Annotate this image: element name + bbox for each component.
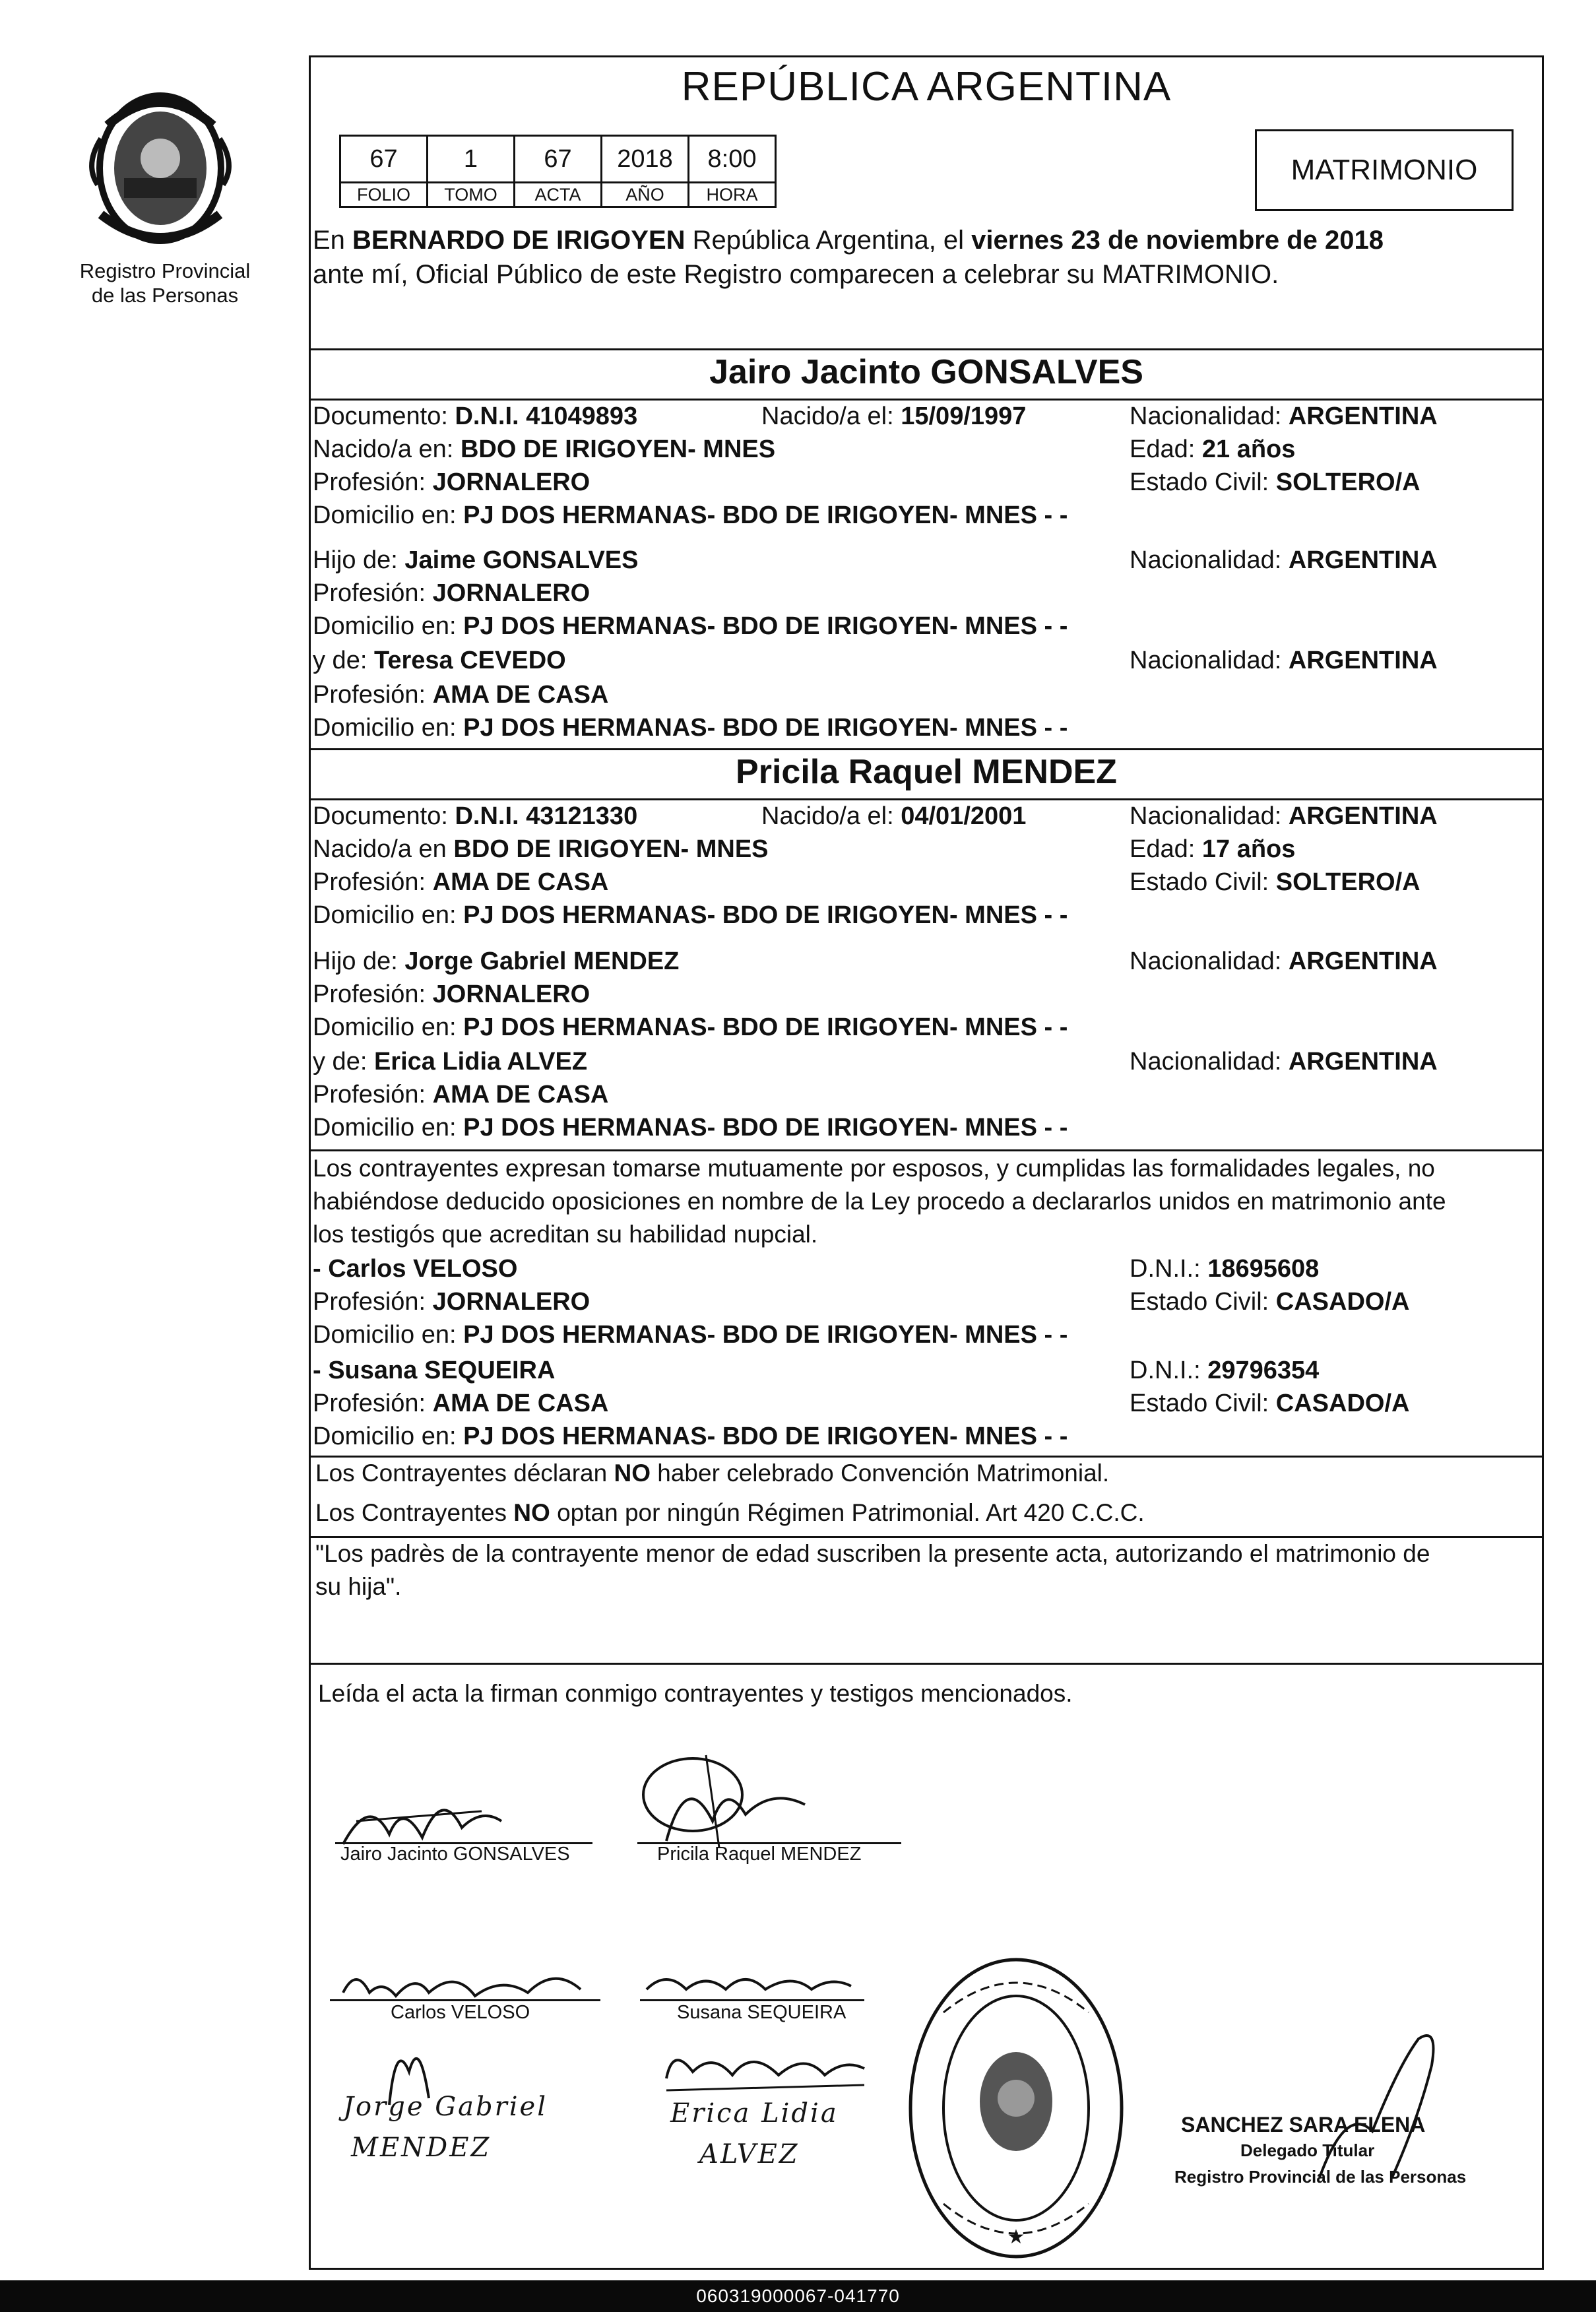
convention-line-2 <box>315 1496 1145 1529</box>
intro-place: BERNARDO DE IRIGOYEN <box>352 226 686 255</box>
year-label: AÑO <box>602 183 689 207</box>
label: Estado Civil: <box>1130 468 1269 496</box>
label: Hijo de: <box>313 947 398 975</box>
value: JORNALERO <box>432 1288 591 1316</box>
label: Nacionalidad: <box>1130 402 1282 430</box>
label: Profesión: <box>313 579 426 607</box>
intro-line2: ante mí, Oficial Público de este Registro comparecen a celebrar su MATRIMONIO. <box>313 260 1279 289</box>
hour-label: HORA <box>689 183 776 207</box>
witness2-address <box>313 1420 1068 1453</box>
closing-text: Leída el acta la firman conmigo contrayentes y testigos mencionados. <box>318 1680 1073 1707</box>
groom-birthplace <box>313 433 775 466</box>
label: Profesión: <box>313 1390 426 1417</box>
intro-text: República Argentina, el <box>685 226 972 255</box>
registry-table <box>339 135 777 208</box>
bride-age <box>1130 833 1295 866</box>
value: SOLTERO/A <box>1275 468 1420 496</box>
label: Nacionalidad: <box>1130 947 1282 975</box>
value: AMA DE CASA <box>432 1081 609 1108</box>
value: CASADO/A <box>1275 1288 1410 1316</box>
declaration-line: Los contrayentes expresan tomarse mutuamente por esposos, y cumplidas las formalidades legales, no <box>313 1155 1435 1182</box>
witness2-civil-status <box>1130 1387 1409 1420</box>
acta-value: 67 <box>515 136 602 183</box>
groom-mother-address <box>313 711 1068 744</box>
father-handwritten-name-1: Jorge Gabriel <box>343 2092 548 2122</box>
label: Nacionalidad: <box>1130 546 1282 574</box>
label: Nacionalidad: <box>1130 802 1282 830</box>
label: Profesión: <box>313 1288 426 1316</box>
bride-father-profession <box>313 978 590 1011</box>
groom-signature-label: Jairo Jacinto GONSALVES <box>340 1844 570 1865</box>
emphasis: NO <box>513 1499 550 1526</box>
value: PJ DOS HERMANAS- BDO DE IRIGOYEN- MNES - - <box>463 901 1068 929</box>
misiones-seal-icon <box>71 86 249 257</box>
label: Domicilio en: <box>313 1423 457 1450</box>
label: Nacido/a en: <box>313 435 454 463</box>
folio-value: 67 <box>340 136 428 183</box>
value: ARGENTINA <box>1288 402 1438 430</box>
label: Domicilio en: <box>313 1321 457 1349</box>
bride-signature-label: Pricila Raquel MENDEZ <box>657 1844 862 1865</box>
registry-label-line2: de las Personas <box>91 284 239 307</box>
value: PJ DOS HERMANAS- BDO DE IRIGOYEN- MNES - - <box>463 714 1068 742</box>
groom-civil-status <box>1130 466 1420 499</box>
declaration-line: los testigós que acreditan su habilidad nupcial. <box>313 1221 818 1248</box>
label: Nacido/a el: <box>761 802 894 830</box>
bride-father-address <box>313 1011 1068 1044</box>
label: Hijo de: <box>313 546 398 574</box>
label: y de: <box>313 647 367 674</box>
witness1-profession <box>313 1285 590 1318</box>
divider <box>309 348 1544 350</box>
groom-address <box>313 499 1068 532</box>
label: Nacido/a el: <box>761 402 894 430</box>
divider <box>309 1663 1544 1665</box>
mother-handwritten-name-1: Erica Lidia <box>670 2098 839 2129</box>
year-value: 2018 <box>602 136 689 183</box>
witness1-dni <box>1130 1252 1319 1285</box>
text: optan por ningún Régimen Patrimonial. Art 420 C.C.C. <box>550 1499 1145 1526</box>
witness2-signature-label: Susana SEQUEIRA <box>677 2002 846 2023</box>
text: Los Contrayentes <box>315 1499 514 1526</box>
document-code-bar: 060319000067-041770 <box>0 2280 1596 2312</box>
divider <box>309 748 1544 750</box>
witness1-address <box>313 1318 1068 1351</box>
bride-name-heading: Pricila Raquel MENDEZ <box>736 753 1117 791</box>
bride-birthdate <box>761 800 1026 833</box>
tomo-label: TOMO <box>428 183 515 207</box>
groom-nationality <box>1130 400 1438 433</box>
label: Profesión: <box>313 468 426 496</box>
label: Estado Civil: <box>1130 1288 1269 1316</box>
value: PJ DOS HERMANAS- BDO DE IRIGOYEN- MNES - - <box>463 1321 1068 1349</box>
bride-mother <box>313 1045 587 1078</box>
groom-birthdate <box>761 400 1026 433</box>
bride-document <box>313 800 637 833</box>
label: Edad: <box>1130 835 1196 863</box>
bride-profession <box>313 866 608 899</box>
value: AMA DE CASA <box>432 868 609 896</box>
bride-address <box>313 899 1068 932</box>
bride-civil-status <box>1130 866 1420 899</box>
witness1-name: - Carlos VELOSO <box>313 1255 518 1283</box>
hour-value: 8:00 <box>689 136 776 183</box>
value: 29796354 <box>1207 1357 1320 1384</box>
value: ARGENTINA <box>1288 1048 1438 1076</box>
bride-mother-address <box>313 1111 1068 1144</box>
svg-text:★: ★ <box>1007 2226 1025 2248</box>
value: AMA DE CASA <box>432 681 609 709</box>
value: JORNALERO <box>432 980 591 1008</box>
groom-document <box>313 400 637 433</box>
value: Teresa CEVEDO <box>373 647 566 674</box>
official-org-stamp: Registro Provincial de las Personas <box>1174 2167 1467 2187</box>
value: Jorge Gabriel MENDEZ <box>404 947 680 975</box>
groom-profession <box>313 466 590 499</box>
bride-father <box>313 945 679 978</box>
registry-label-line1: Registro Provincial <box>79 259 251 282</box>
groom-father-nationality <box>1130 544 1438 577</box>
label: Estado Civil: <box>1130 868 1269 896</box>
intro-paragraph <box>313 223 1544 292</box>
value: Jaime GONSALVES <box>404 546 639 574</box>
label: Estado Civil: <box>1130 1390 1269 1417</box>
divider <box>309 1149 1544 1151</box>
label: Domicilio en: <box>313 714 457 742</box>
value: 18695608 <box>1207 1255 1320 1283</box>
value: PJ DOS HERMANAS- BDO DE IRIGOYEN- MNES - - <box>463 501 1068 529</box>
groom-age <box>1130 433 1295 466</box>
folio-label: FOLIO <box>340 183 428 207</box>
value: D.N.I. 43121330 <box>455 802 638 830</box>
value: ARGENTINA <box>1288 546 1438 574</box>
bride-mother-nationality <box>1130 1045 1438 1078</box>
groom-father-profession <box>313 577 590 610</box>
declaration-paragraph <box>313 1152 1541 1251</box>
label: Nacionalidad: <box>1130 647 1282 674</box>
value: 21 años <box>1201 435 1296 463</box>
intro-text: En <box>313 226 353 255</box>
label: Domicilio en: <box>313 1114 457 1141</box>
act-type: MATRIMONIO <box>1291 154 1478 186</box>
label: Profesión: <box>313 1081 426 1108</box>
label: Nacionalidad: <box>1130 1048 1282 1076</box>
value: ARGENTINA <box>1288 647 1438 674</box>
value: ARGENTINA <box>1288 947 1438 975</box>
registry-label <box>66 259 264 307</box>
convention-line-1 <box>315 1457 1109 1490</box>
label: Domicilio en: <box>313 901 457 929</box>
witness2-dni <box>1130 1354 1319 1387</box>
text: haber celebrado Convención Matrimonial. <box>651 1460 1110 1487</box>
label: y de: <box>313 1048 367 1076</box>
province-seal <box>71 86 249 257</box>
note-line: su hija". <box>315 1573 402 1600</box>
act-type-box <box>1255 129 1514 211</box>
bride-nationality <box>1130 800 1438 833</box>
value: SOLTERO/A <box>1275 868 1420 896</box>
father-handwritten-name-2: MENDEZ <box>351 2133 492 2163</box>
witness1-civil-status <box>1130 1285 1409 1318</box>
label: Edad: <box>1130 435 1196 463</box>
parental-note <box>315 1537 1541 1603</box>
value: Erica Lidia ALVEZ <box>373 1048 588 1076</box>
signature-line <box>640 1999 864 2001</box>
value: CASADO/A <box>1275 1390 1410 1417</box>
witness2-profession <box>313 1387 608 1420</box>
value: AMA DE CASA <box>432 1390 609 1417</box>
emphasis: NO <box>614 1460 651 1487</box>
value: JORNALERO <box>432 579 591 607</box>
value: D.N.I. 41049893 <box>455 402 638 430</box>
label: Documento: <box>313 402 448 430</box>
value: 17 años <box>1201 835 1296 863</box>
intro-date: viernes 23 de noviembre de 2018 <box>971 226 1384 255</box>
groom-mother-profession <box>313 678 608 711</box>
groom-name-heading: Jairo Jacinto GONSALVES <box>709 353 1143 391</box>
acta-label: ACTA <box>515 183 602 207</box>
value: PJ DOS HERMANAS- BDO DE IRIGOYEN- MNES - - <box>463 1423 1068 1450</box>
registry-stamp-icon <box>904 1953 1128 2263</box>
value: PJ DOS HERMANAS- BDO DE IRIGOYEN- MNES - - <box>463 1114 1068 1141</box>
official-name-stamp: SANCHEZ SARA ELENA <box>1181 2113 1426 2136</box>
label: Nacido/a en <box>313 835 447 863</box>
label: Domicilio en: <box>313 612 457 640</box>
text: Los Contrayentes déclaran <box>315 1460 614 1487</box>
declaration-line: habiéndose deducido oposiciones en nombre de la Ley procedo a declararlos unidos en matrimonio ante <box>313 1188 1446 1215</box>
value: PJ DOS HERMANAS- BDO DE IRIGOYEN- MNES - - <box>463 612 1068 640</box>
value: ARGENTINA <box>1288 802 1438 830</box>
signature-line <box>330 1999 600 2001</box>
label: Profesión: <box>313 980 426 1008</box>
groom-father <box>313 544 639 577</box>
groom-father-address <box>313 610 1068 643</box>
label: Documento: <box>313 802 448 830</box>
label: Profesión: <box>313 868 426 896</box>
tomo-value: 1 <box>428 136 515 183</box>
label: Profesión: <box>313 681 426 709</box>
bride-birthplace <box>313 833 769 866</box>
value: BDO DE IRIGOYEN- MNES <box>453 835 769 863</box>
label: Domicilio en: <box>313 501 457 529</box>
value: PJ DOS HERMANAS- BDO DE IRIGOYEN- MNES - - <box>463 1013 1068 1041</box>
page-title: REPÚBLICA ARGENTINA <box>681 64 1172 110</box>
label: Domicilio en: <box>313 1013 457 1041</box>
bride-mother-profession <box>313 1078 608 1111</box>
groom-mother <box>313 644 566 677</box>
witness2-name: - Susana SEQUEIRA <box>313 1357 556 1384</box>
official-signature-icon <box>1306 2026 1452 2191</box>
mother-signature-icon <box>653 2039 871 2098</box>
groom-mother-nationality <box>1130 644 1438 677</box>
label: D.N.I.: <box>1130 1357 1201 1384</box>
value: JORNALERO <box>432 468 591 496</box>
label: D.N.I.: <box>1130 1255 1201 1283</box>
value: 04/01/2001 <box>901 802 1027 830</box>
value: 15/09/1997 <box>901 402 1027 430</box>
witness1-signature-label: Carlos VELOSO <box>391 2002 530 2023</box>
bride-signature-icon <box>614 1742 825 1854</box>
mother-handwritten-name-2: ALVEZ <box>699 2139 800 2169</box>
official-role-stamp: Delegado Titular <box>1240 2140 1375 2160</box>
note-line: "Los padrès de la contrayente menor de edad suscriben la presente acta, autorizando el matrimonio de <box>315 1540 1430 1567</box>
bride-father-nationality <box>1130 945 1438 978</box>
value: BDO DE IRIGOYEN- MNES <box>460 435 776 463</box>
